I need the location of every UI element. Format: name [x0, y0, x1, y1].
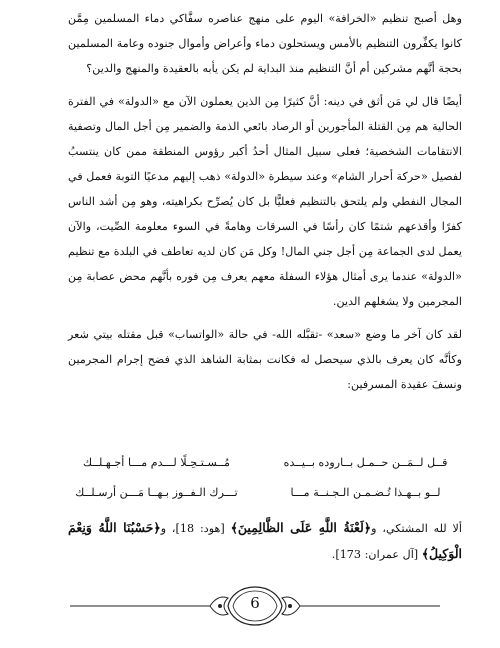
poem-verse-1	[60, 448, 462, 478]
body-text	[68, 6, 462, 397]
closing-reference-2: [آل عمران: 173].	[331, 548, 422, 561]
paragraph-2: أيضًا قال لي مَن أثق في دينه: أنَّ كثيرًا مِن الذين يعملون الآن مع «الدولة» في الفترة الحالية هم مِن القتلة المأجورين أو الرصاد بائعي الذمة والضمير مِن أجل المال وتصفية الانتقامات الشخصية؛ فعلى سبيل المثال أحدُ أكبر رؤوس المنطقة ممن كان ينتسبُ لفصيل «حركة أحرار الشام» وعند سيطرة «الدولة» ذهب إليهم مدعيًا التوبة فعمل في المجال النفطي ولم يلتحق بالتنظيم فعليًّا بل كان يُصرِّح بكراهيته، وهو مِن أشد الناس كفرًا وأقذعهم شتمًا كان رأسًا في السرقات وهامةً في السوء معلومة الصِّيت، والآن يعمل لدى الجماعة مِن أجل جني المال! وكل مَن كان لديه تعاطف في البلدة مع تنظيم «الدولة» عندما يرى أمثال هؤلاء السفلة معهم يعرف مِن فوره بأنَّهم محض عصابة مِن المجرمين ولا يشغلهم الدين.	[68, 95, 462, 308]
poem	[60, 448, 462, 508]
poem-verse-2	[60, 478, 462, 508]
poem-verse-2-second-hemistich: تـــرك الـفــوز بـهــا مَـــن أرسـلــك	[75, 486, 238, 499]
page-number: 6	[250, 594, 260, 612]
page-footer	[70, 584, 440, 628]
poem-verse-1-second-hemistich: مُــسـتـحِـلًا لـــدم مـــا أجـهـلــك	[82, 456, 230, 469]
closing-reference-1: [هود: 18]، و	[160, 522, 231, 535]
paragraph-1: وهل أصبح تنظيم «الخرافة» اليوم على منهج عناصره سفَّاكي دماء المسلمين مِمَّن كانوا يكفِّرون التنظيم بالأمس ويستحلون دماء وأعراض وأموال جنوده وعامة المسلمين بحجة أنَّهم مشركين أم أنَّ التنظيم منذ البداية لم يكن يأبه بالعقيدة والمنهج والدين؟	[68, 12, 462, 75]
closing-paragraph	[68, 515, 462, 567]
paragraph-3: لقد كان آخر ما وضع «سعد» -تقبَّله الله- في حالة «الواتساب» قبل مقتله بيتي شعر وكأنَّه كان يعرف بالذي سيحصل له فكانت بمثابة الشاهد الذي فضح إجرام المجرمين ونسفَ عقيدة المسرفين:	[68, 328, 462, 391]
poem-verse-2-first-hemistich: لــو بــهـذا تُـضـمـن الـجـنــة مـــا	[290, 486, 441, 499]
poem-verse-1-first-hemistich: قــل لــمَــن حــمـل بــاروده بــيــده	[283, 456, 448, 469]
closing-text-1: ألا لله المشتكي، و	[371, 522, 462, 535]
quran-quote-2: ﴿حَسْبُنَا اللَّهُ وَنِعْمَ الْوَكِيلُ﴾	[68, 520, 462, 561]
quran-quote-1: ﴿لَعْنَةُ اللَّهِ عَلَى الظَّالِمِينَ﴾	[230, 520, 372, 535]
